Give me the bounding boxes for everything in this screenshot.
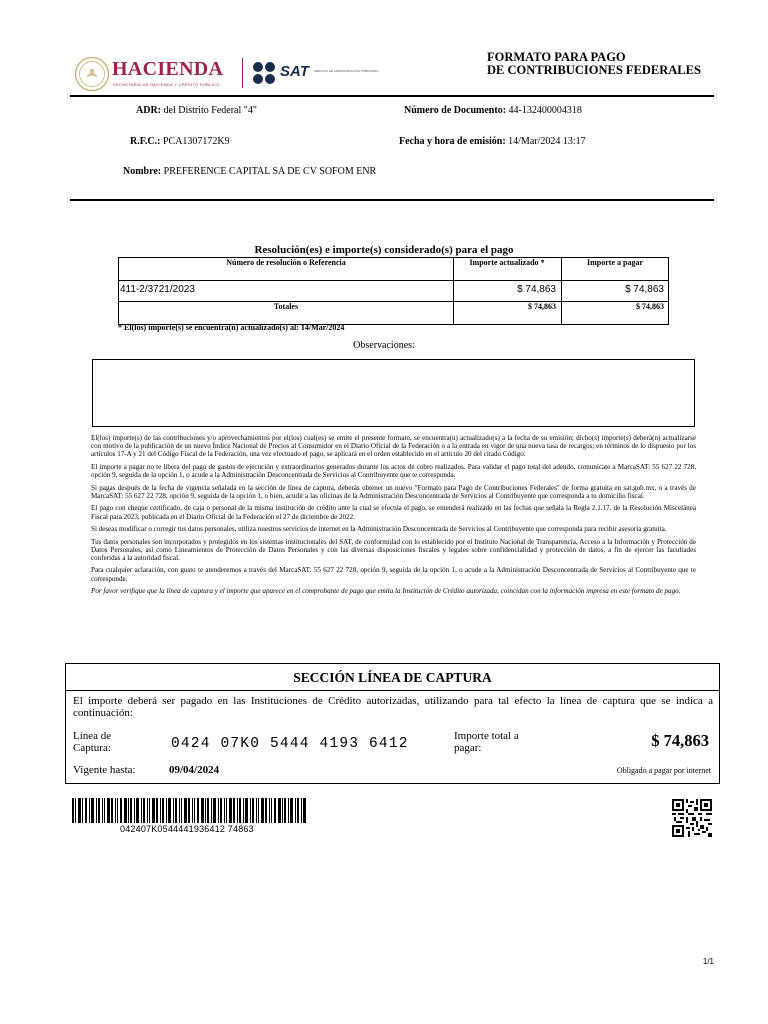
legal-paragraph: Para cualquier aclaración, con gusto te atenderemos a través del MarcaSAT: 55 627 22 728, opción 9, seguida de la opción 1, o acude a la Administración Desconcentrada de Servicios al Contribuyente que te corresponde. [91, 566, 696, 583]
capture-line-value: 0424 07K0 5444 4193 6412 [171, 736, 409, 752]
legal-paragraph: Tus datos personales son incorporados y protegidos en los sistemas institucionales del SAT, de conformidad con lo establecido por el Instituto Nacional de Transparencia, Acceso a la Información y Protección de Datos Personales, así como Lineamientos de Protección de Datos Personales y con las diversas disposiciones fiscales y legales sobre confidencialidad y protección de datos, a fin de ejercer las facultades conferidas a la autoridad fiscal. [91, 537, 696, 562]
updated-amount-note: * El(los) importe(s) se encuentra(n) actualizado(s) al: 14/Mar/2024 [118, 323, 345, 332]
legal-paragraph: Si deseas modificar o corregir tus datos personales, utiliza nuestros servicios de internet en la Administración Desconcentrada de Servicios al Contribuyente que corresponda para recibir asesoría gratuita. [91, 525, 667, 534]
rfc-field [130, 136, 230, 147]
header-rule [70, 95, 714, 97]
total-amount-value: $ 74,863 [651, 731, 709, 750]
valid-until-label: Vigente hasta: [73, 764, 136, 776]
emission-date-field [399, 136, 586, 147]
total-updated-amount: $ 74,863 [528, 302, 556, 311]
hacienda-wordmark: HACIENDA [112, 58, 224, 80]
document-number-value: 44-132400004318 [508, 105, 582, 116]
capture-line-section [65, 663, 720, 784]
emission-date-value: 14/Mar/2024 13:17 [508, 136, 586, 147]
mexico-seal-icon [74, 56, 110, 92]
totals-label: Totales [273, 302, 299, 311]
capture-line-label [73, 731, 111, 754]
capture-instructions: El importe deberá ser pagado en las Instituciones de Crédito autorizadas, utilizando para tal efecto la línea de captura que se indica a continuación: [73, 695, 713, 719]
legal-text [91, 434, 696, 600]
qr-code-icon [672, 799, 712, 837]
capture-section-rule [66, 690, 719, 691]
column-header-reference: Número de resolución o Referencia [226, 258, 346, 267]
document-number-field [404, 105, 582, 116]
internet-payment-note: Obligado a pagar por internet [616, 766, 711, 775]
hacienda-sat-logo [70, 52, 410, 100]
table-row-updated-amount: $ 74,863 [517, 284, 556, 295]
total-amount-label-1: Importe total a [454, 730, 519, 742]
rfc-value: PCA1307172K9 [162, 136, 230, 147]
adr-value: del Distrito Federal "4" [163, 105, 257, 116]
verification-paragraph: Por favor verifique que la línea de captura y el importe que aparece en el comprobante de pago que emita la Institución de Crédito autorizada, coincidan con la información impresa en este formato de pago. [91, 587, 681, 596]
capture-line-label-2: Captura: [73, 741, 111, 754]
valid-until-value: 09/04/2024 [169, 764, 220, 776]
name-label: Nombre: [123, 166, 162, 177]
table-divider [561, 258, 562, 324]
document-number-label: Número de Documento: [404, 105, 507, 116]
sat-wordmark: SAT [280, 63, 309, 80]
legal-paragraph: Si pagas después de la fecha de vigencia señalada en la sección de línea de captura, deberás obtener un nuevo "Formato para Pago de Contribuciones Federales" de forma gratuita en sat.gob.mx, o a través de MarcaSAT: 55 627 22 728, opción 9, seguida de la opción 1, o bien, acudir a las oficinas de la Administración Desconcentrada de Servicios al Contribuyente que corresponda a tu domicilio fiscal. [91, 483, 696, 500]
form-title-line-1: FORMATO PARA PAGO [487, 50, 626, 64]
adr-label: ADR: [136, 105, 161, 116]
form-title [487, 51, 701, 77]
legal-paragraph: El(los) importe(s) de las contribuciones y/o aprovechamientos por el(los) cual(es) se emite el presente formato, se encuentra(n) actualizado(s) a la fecha de su emisión; dicho(s) importe(s) deberá(n) actualizarse con motivo de la publicación de un nuevo Índice Nacional de Precios al Consumidor en el Diario Oficial de la Federación o a la entrada en vigor de una nueva tasa de recargos; en términos de lo dispuesto por los artículos 17-A y 21 del Código Fiscal de la Federación, una vez efectuado el pago, se aplicará en el orden establecido en el artículo 20 del citado Código. [91, 434, 696, 459]
column-header-amount-to-pay: Importe a pagar [587, 258, 643, 267]
capture-section-title: SECCIÓN LÍNEA DE CAPTURA [293, 670, 492, 685]
legal-paragraph: El pago con cheque certificado, de caja o personal de la misma institución de crédito ante la cual se efectúa el pago, se entenderá realizado en las fechas que señala la Regla 2.1.17. de la Resolución Miscelánea Fiscal para 2023, publicada en el Diario Oficial de la Federación el 27 de diciembre de 2022. [91, 504, 696, 521]
resolution-title: Resolución(es) e importe(s) considerado(s) para el pago [254, 244, 514, 256]
table-divider [453, 258, 454, 324]
legal-paragraph: El importe a pagar no te libera del pago de gastos de ejecución y extraordinarios generados durante los actos de cobro realizados. Para validar el pago total del adeudo, comunícate a MarcaSAT: 55 627 22 728, opción 9, seguida de la opción 1, o acude a la Administración Desconcentrada de Servicios al Contribuyente que te corresponda. [91, 462, 696, 480]
table-row-amount-to-pay: $ 74,863 [625, 284, 664, 295]
table-divider [119, 280, 668, 281]
capture-line-label-1: Línea de [73, 730, 112, 742]
meta-rule [70, 199, 714, 201]
resolution-table [118, 257, 669, 325]
barcode-icon [72, 798, 306, 823]
column-header-updated-amount: Importe actualizado * [469, 258, 545, 267]
sat-logo-icon [250, 60, 280, 88]
logo-divider [242, 58, 243, 88]
adr-field [136, 105, 257, 116]
rfc-label: R.F.C.: [130, 136, 161, 147]
name-value: PREFERENCE CAPITAL SA DE CV SOFOM ENR [163, 166, 377, 177]
table-row-reference: 411-2/3721/2023 [120, 284, 195, 295]
page-number: 1/1 [702, 957, 714, 966]
hacienda-subtitle: SECRETARÍA DE HACIENDA Y CRÉDITO PÚBLICO [113, 82, 220, 87]
observations-box [92, 359, 695, 427]
sat-subtitle: SERVICIO DE ADMINISTRACIÓN TRIBUTARIA [314, 69, 379, 73]
form-title-line-2: DE CONTRIBUCIONES FEDERALES [487, 63, 701, 77]
observations-label: Observaciones: [353, 340, 415, 351]
name-field [123, 166, 376, 177]
emission-date-label: Fecha y hora de emisión: [399, 136, 506, 147]
total-amount-label [454, 731, 519, 754]
total-amount-to-pay: $ 74,863 [636, 302, 664, 311]
barcode-text: 042407K0544441936412 74863 [120, 824, 254, 834]
total-amount-label-2: pagar: [454, 741, 482, 754]
